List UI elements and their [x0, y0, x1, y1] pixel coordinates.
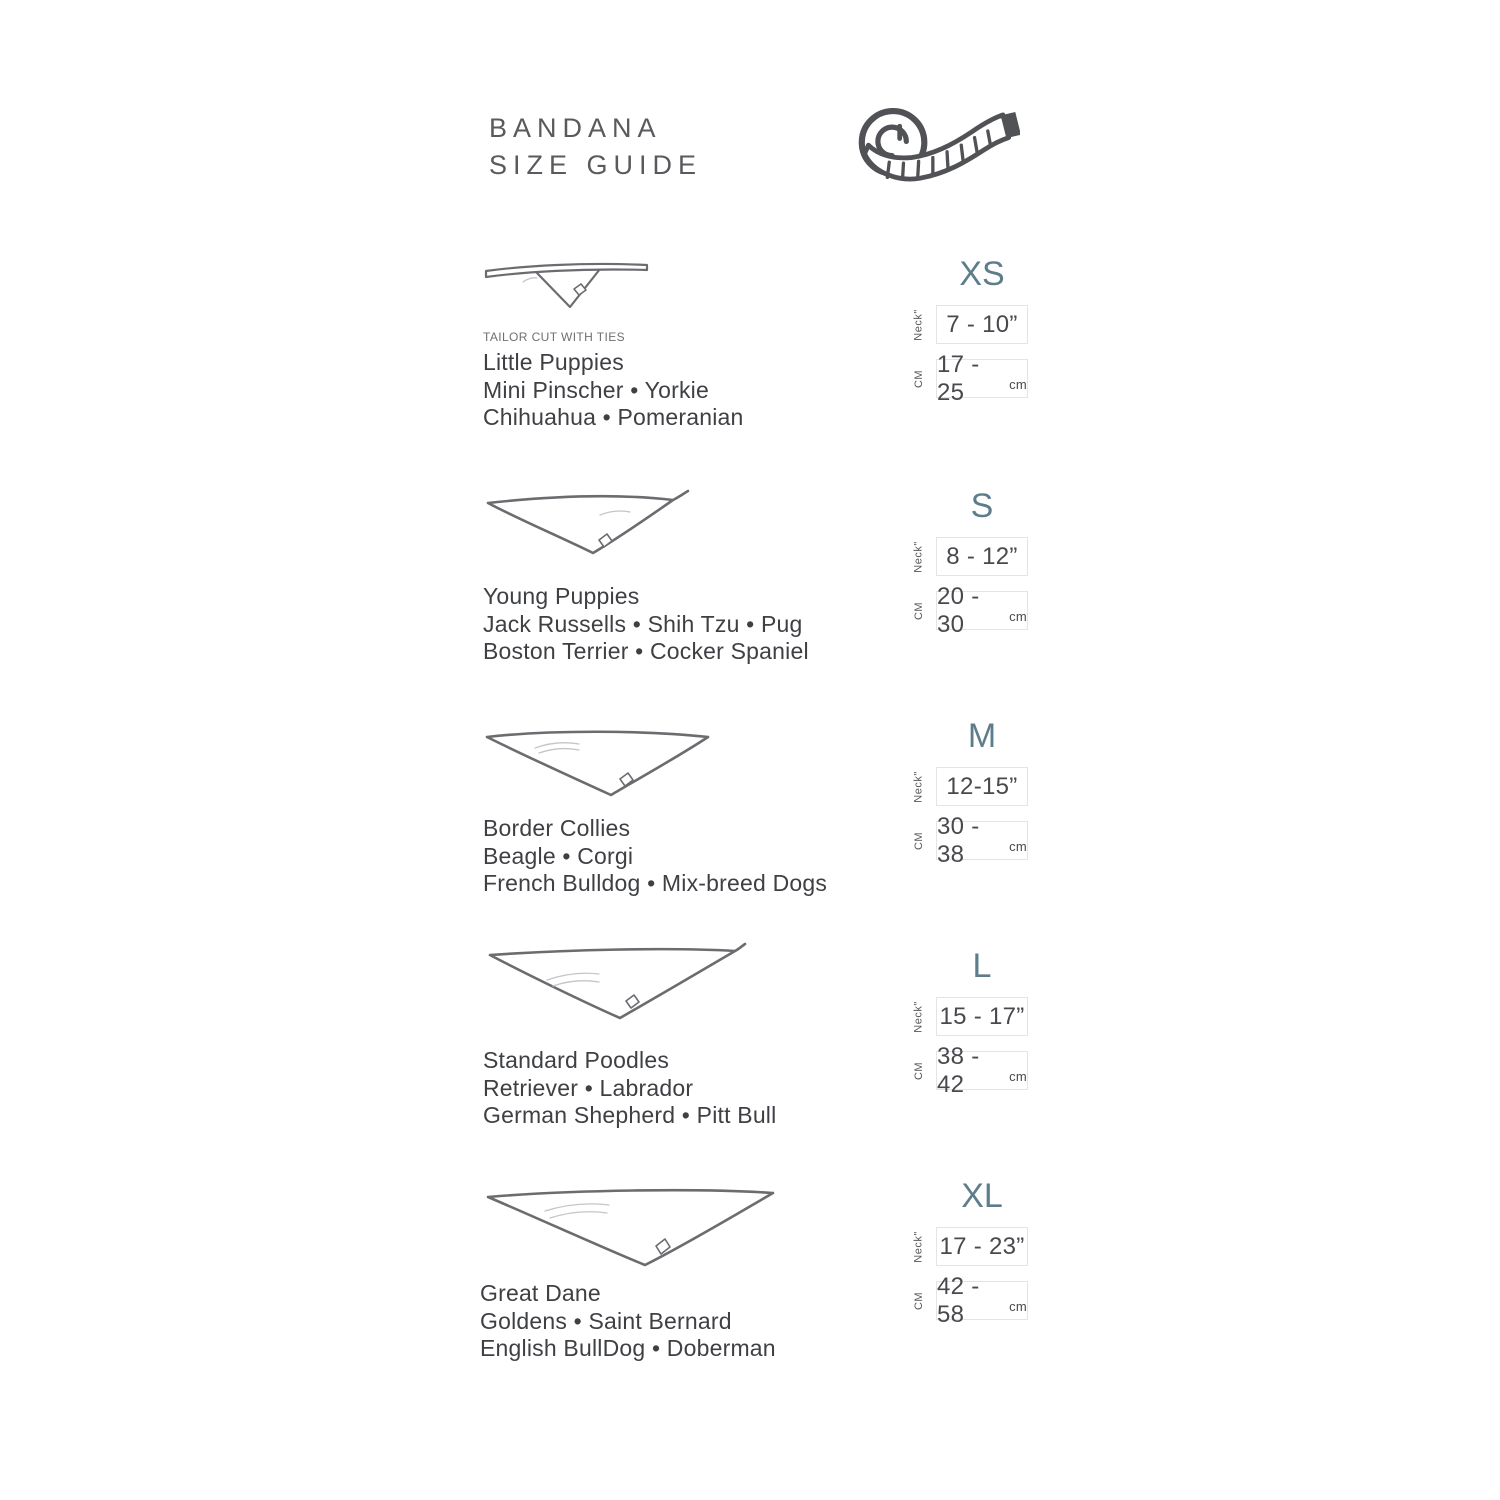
neck-inches-label: Neck": [913, 308, 925, 341]
neck-inches-label: Neck": [913, 1230, 925, 1263]
neck-cm-value: 42 - 58 cm: [937, 1272, 1027, 1328]
size-code: M: [967, 717, 997, 755]
cm-suffix: cm: [1009, 1298, 1027, 1314]
neck-cm-label: CM: [912, 369, 925, 388]
neck-inches-row: [902, 537, 1032, 576]
neck-cm-value: 38 - 42 cm: [937, 1042, 1027, 1098]
breed-line: Little Puppies: [483, 349, 624, 375]
size-code: S: [970, 487, 994, 525]
neck-inches-value: 17 - 23”: [936, 1227, 1028, 1266]
neck-cm-label: CM: [912, 601, 925, 620]
neck-cm-row: [902, 350, 1032, 406]
page-title-line1: BANDANA: [489, 113, 662, 143]
breed-line: Beagle • Corgi: [483, 842, 634, 869]
size-column-m: [902, 716, 1032, 868]
breed-line: Boston Terrier • Cocker Spaniel: [483, 638, 809, 664]
page-title-line2: SIZE GUIDE: [489, 150, 703, 180]
bandana-illustration-xs: [483, 256, 653, 318]
neck-inches-row: [902, 1227, 1032, 1266]
neck-inches-row: [902, 997, 1032, 1036]
cm-suffix: cm: [1009, 838, 1027, 854]
breed-line: Standard Poodles: [483, 1047, 670, 1073]
neck-cm-label: CM: [912, 1061, 925, 1080]
neck-cm-row: [902, 1272, 1032, 1328]
cm-suffix: cm: [1009, 376, 1027, 392]
breed-line: Border Collies: [483, 815, 631, 841]
neck-inches-label: Neck": [913, 770, 925, 803]
breed-line: Jack Russells • Shih Tzu • Pug: [483, 610, 803, 637]
neck-cm-row: [902, 1042, 1032, 1098]
neck-cm-row: [902, 582, 1032, 638]
breed-line: Great Dane: [480, 1280, 601, 1306]
neck-inches-value: 7 - 10”: [936, 305, 1028, 344]
neck-inches-label: Neck": [913, 1000, 925, 1033]
neck-inches-value: 8 - 12”: [936, 537, 1028, 576]
breed-line: German Shepherd • Pitt Bull: [483, 1102, 777, 1128]
neck-cm-label: CM: [912, 831, 925, 850]
page-title: [489, 110, 702, 184]
breed-line: Goldens • Saint Bernard: [480, 1307, 732, 1334]
cm-suffix: cm: [1009, 608, 1027, 624]
breed-line: Mini Pinscher • Yorkie: [483, 376, 709, 403]
breed-line: Chihuahua • Pomeranian: [483, 404, 744, 430]
size-code: XS: [959, 255, 1005, 293]
neck-inches-row: [902, 305, 1032, 344]
neck-inches-value: 12-15”: [936, 767, 1028, 806]
bandana-illustration-s: [483, 488, 695, 568]
breed-line: Retriever • Labrador: [483, 1074, 694, 1101]
size-code: XL: [961, 1177, 1003, 1215]
fit-note: TAILOR CUT WITH TIES: [483, 330, 626, 344]
tape-measure-icon: [840, 94, 1020, 202]
bandana-illustration-l: [483, 942, 749, 1034]
neck-cm-value: 30 - 38 cm: [937, 812, 1027, 868]
size-column-xs: [902, 254, 1032, 406]
neck-cm-row: [902, 812, 1032, 868]
neck-cm-label: CM: [912, 1291, 925, 1310]
breed-line: Young Puppies: [483, 583, 640, 609]
neck-cm-value: 20 - 30 cm: [937, 582, 1027, 638]
breed-line: English BullDog • Doberman: [480, 1335, 776, 1361]
neck-inches-row: [902, 767, 1032, 806]
neck-inches-label: Neck": [913, 540, 925, 573]
bandana-illustration-m: [483, 720, 715, 806]
neck-inches-value: 15 - 17”: [936, 997, 1028, 1036]
cm-suffix: cm: [1009, 1068, 1027, 1084]
bandana-illustration-xl: [480, 1183, 782, 1275]
breed-line: French Bulldog • Mix-breed Dogs: [483, 870, 828, 896]
neck-cm-value: 17 - 25 cm: [937, 350, 1027, 406]
size-column-xl: [902, 1176, 1032, 1328]
size-code: L: [972, 947, 992, 985]
size-column-s: [902, 486, 1032, 638]
size-column-l: [902, 946, 1032, 1098]
